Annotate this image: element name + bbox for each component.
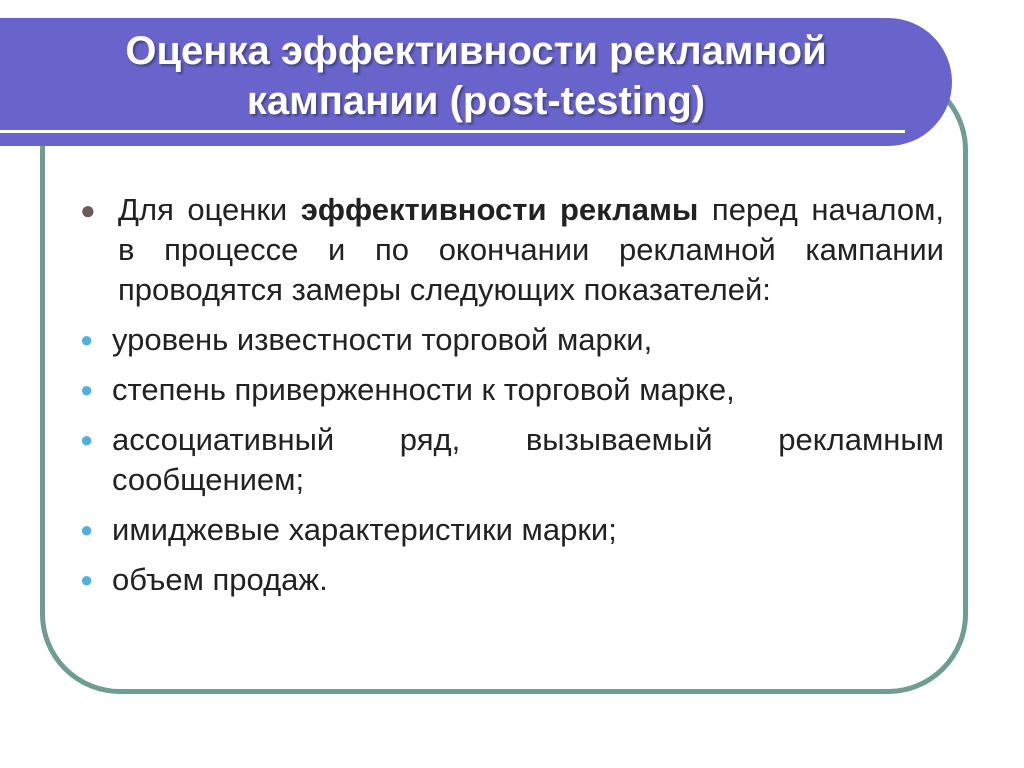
list-item-text: имиджевые характеристики марки; xyxy=(112,512,617,547)
list-item xyxy=(78,510,944,550)
slide-title xyxy=(0,26,952,126)
bullet-dot-icon: ● xyxy=(80,427,94,452)
bullet-dot-icon: ● xyxy=(80,195,96,225)
intro-text: Для оценки эффективности рекламы перед началом, в процессе и по окончании рекламной кампании проводятся замеры следующих показателей: xyxy=(118,192,944,307)
list-item-text: степень приверженности к торговой марке, xyxy=(112,372,735,407)
list-item-text: ассоциативный ряд, вызываемый рекламным сообщением; xyxy=(112,422,944,497)
list-item xyxy=(78,370,944,410)
list-item xyxy=(78,560,944,600)
list-item-text: объем продаж. xyxy=(112,562,328,597)
slide-body xyxy=(78,190,944,610)
list-item xyxy=(78,320,944,360)
intro-paragraph xyxy=(78,190,944,310)
bullet-dot-icon: ● xyxy=(80,517,94,542)
title-underline xyxy=(0,130,905,133)
slide-title-line-2: кампании (post-testing) xyxy=(246,79,706,123)
slide-title-line-1: Оценка эффективности рекламной xyxy=(125,29,827,73)
list-item xyxy=(78,420,944,500)
bullet-dot-icon: ● xyxy=(80,327,94,352)
bullet-dot-icon: ● xyxy=(80,377,94,402)
bullet-dot-icon: ● xyxy=(80,567,94,592)
list-item-text: уровень известности торговой марки, xyxy=(112,322,653,357)
